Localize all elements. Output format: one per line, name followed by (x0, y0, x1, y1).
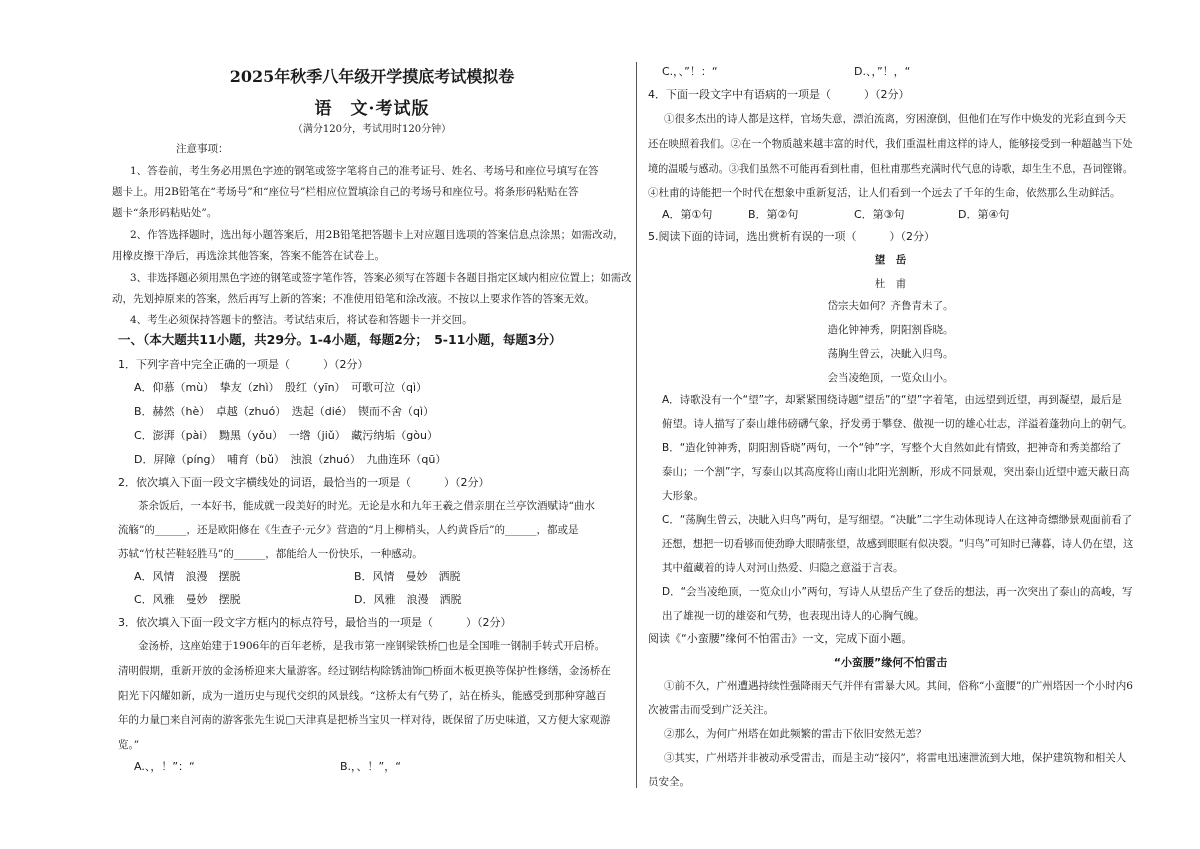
q3-passage-line: 览。” (118, 739, 140, 751)
poem-line: 会当凌绝顶，一览众山小。 (827, 372, 954, 384)
poem-title: 望 岳 (874, 254, 907, 266)
q2-option-c: C．风雅 曼妙 摆脱 (134, 593, 241, 606)
q4-option-c: C．第③句 (854, 208, 905, 221)
q3-passage-line: 清明假期，重新开放的金汤桥迎来大量游客。经过钢结构除锈油饰□桥面木板更换等保护性修缮，金汤桥在 (118, 665, 611, 677)
exam-title: 2025年秋季八年级开学摸底考试模拟卷 (229, 67, 515, 86)
q2-passage-line: 流觞”的______，还是欧阳修在《生查子·元夕》营造的“月上柳梢头，人约黄昏后”的______，都或是 (118, 524, 579, 536)
q4-passage-line: 境的温暖与感动。③我们虽然不可能再看到杜甫，但杜甫那些充满时代气息的诗歌，却生生不息，吾词铿锵。 (648, 163, 1133, 175)
section-heading: 一、（本大题共11小题，共29分。1-4小题，每题2分； 5-11小题，每题3分） (118, 332, 562, 347)
notice-line: 3、非选择题必须用黑色字迹的钢笔或签字笔作答，答案必须写在答题卡各题目指定区域内相应位置上；如需改 (130, 272, 632, 284)
q5-option-c-line: 还想，想把一切看够而使劲睁大眼睛张望，故感到眼眶有似决裂。“归鸟”可知时已薄暮，诗人仍在望，这 (662, 538, 1134, 550)
score-time-note: （满分120分，考试用时120分钟） (292, 124, 452, 135)
column-divider (636, 62, 637, 788)
reading-intro: 阅读《“小蛮腰”缘何不怕雷击》一文，完成下面小题。 (648, 632, 913, 645)
reading-paragraph: 员安全。 (648, 776, 690, 788)
q5-option-c-line: C．“荡胸生曾云，决眦入归鸟”两句，是写细望。“决眦”二字生动体现诗人在这神奇缥缈景观面前看了 (662, 514, 1133, 526)
reading-title: “小蛮腰”缘何不怕雷击 (833, 656, 948, 669)
poem-author: 杜 甫 (874, 278, 907, 290)
q3-option-d: D.、，”！，“ (854, 65, 911, 78)
q2-passage-line: 茶余饭后，一本好书，能成就一段美好的时光。无论是水和九年王羲之借亲朋在兰亭饮酒赋诗“曲水 (138, 500, 595, 512)
q4-passage-line: ④杜甫的诗能把一个时代在想象中重新复活，让人们看到一个远去了千年的生命，依然那么生动鲜活。 (648, 187, 1121, 199)
q3-option-c: C.，、”！：“ (662, 65, 718, 78)
q5-option-b-line: 泰山；一个割”字，写泰山以其高度将山南山北阳光割断，形成不同景观，突出泰山近望中遮天蔽日高 (662, 466, 1130, 478)
q1-option-b: B．赫然（hè） 卓越（zhuó） 迭起（dié） 锲而不舍（qì） (134, 405, 435, 418)
q4-option-b: B．第②句 (748, 208, 799, 221)
q4-passage-line: ①很多杰出的诗人都是这样，官场失意，漂泊流离，穷困潦倒，但他们在写作中焕发的光彩直到今天 (664, 113, 1126, 125)
poem-line: 造化钟神秀，阴阳割昏晓。 (827, 324, 954, 336)
notice-heading: 注意事项： (176, 143, 229, 155)
q5-option-a-line: 俯望。诗人描写了泰山雄伟磅礴气象，抒发勇于攀登、傲视一切的雄心壮志，洋溢着蓬勃向上的朝气。 (662, 418, 1133, 430)
reading-paragraph: ③其实，广州塔并非被动承受雷击，而是主动“接闪”，将雷电迅速泄流到大地，保护建筑物和相关人 (664, 752, 1127, 764)
q2-option-a: A．风情 浪漫 摆脱 (134, 570, 241, 583)
reading-paragraph: 次被雷击而受到广泛关注。 (648, 704, 774, 716)
q3-passage-line: 金汤桥，这座始建于1906年的百年老桥，是我市第一座钢梁铁桥□也是全国唯一钢制手转式开启桥。 (138, 640, 606, 652)
q3-stem: 3．依次填入下面一段文字方框内的标点符号，最恰当的一项是（ ）（2分） (118, 616, 512, 629)
notice-line: 2、作答选择题时，选出每小题答案后，用2B铅笔把答题卡上对应题目选项的答案信息点涂黑；如需改动， (130, 229, 624, 241)
q2-stem: 2．依次填入下面一段文字横线处的词语，最恰当的一项是（ ）（2分） (118, 476, 490, 489)
q2-option-d: D．风雅 浪漫 洒脱 (354, 593, 462, 606)
notice-line: 题卡上。用2B铅笔在“考场号”和“座位号”栏相应位置填涂自己的考场号和座位号。将条形码粘贴在答 (112, 186, 579, 198)
q5-option-c-line: 其中蕴藏着的诗人对河山热爱、归隐之意溢于言表。 (662, 562, 904, 574)
q2-passage-line: 苏轼“竹杖芒鞋轻胜马”的______，都能给人一份快乐，一种感动。 (118, 548, 423, 560)
q5-option-d-line: D．“会当凌绝顶，一览众山小”两句，写诗人从望岳产生了登岳的想法，再一次突出了泰山的高峻，写 (662, 586, 1133, 598)
q4-stem: 4．下面一段文字中有语病的一项是（ ）（2分） (648, 88, 910, 101)
q4-option-d: D．第④句 (958, 208, 1010, 221)
notice-line: 题卡“条形码粘贴处”。 (112, 207, 218, 219)
reading-paragraph: ②那么，为何广州塔在如此频繁的雷击下依旧安然无恙？ (664, 728, 927, 740)
notice-line: 用橡皮擦干净后，再选涂其他答案，答案不能答在试卷上。 (112, 250, 385, 262)
poem-line: 岱宗夫如何？齐鲁青未了。 (827, 300, 954, 312)
q5-option-b-line: B．“造化钟神秀，阴阳割昏晓”两句，一个“钟”字，写整个大自然如此有情致，把神奇和秀美都给了 (662, 442, 1122, 454)
q1-stem: 1．下列字音中完全正确的一项是（ ）（2分） (118, 358, 369, 371)
q1-option-d: D．屏障（píng） 哺育（bǔ） 浊浪（zhuó） 九曲连环（qū） (134, 453, 447, 466)
q5-option-d-line: 出了雄视一切的雄姿和气势，也表现出诗人的心胸气魄。 (662, 610, 925, 622)
q4-option-a: A．第①句 (662, 208, 713, 221)
q3-option-a: A.、，！”：“ (134, 760, 195, 773)
notice-line: 1、答卷前，考生务必用黑色字迹的钢笔或签字笔将自己的准考证号、姓名、考场号和座位号填写在答 (130, 165, 599, 177)
q4-passage-line: 还在映照着我们。②在一个物质越来越丰富的时代，我们重温杜甫这样的诗人，能够接受到一种超越当下处 (648, 138, 1133, 150)
q5-option-b-line: 大形象。 (662, 490, 704, 502)
q3-passage-line: 年的力量□来自河南的游客张先生说□天津真是把桥当宝贝一样对待，既保留了历史味道，又方便大家观游 (118, 714, 611, 726)
exam-subtitle: 语 文·考试版 (314, 99, 430, 119)
q1-option-c: C．澎湃（pài） 黝黑（yǒu） 一绺（jiǔ） 藏污纳垢（gòu） (134, 429, 438, 442)
q2-option-b: B．风情 曼妙 洒脱 (354, 570, 461, 583)
q1-option-a: A．仰慕（mù） 挚友（zhì） 殷红（yīn） 可歌可泣（qì） (134, 381, 428, 394)
reading-paragraph: ①前不久，广州遭遇持续性强降雨天气并伴有雷暴大风。其间，俗称“小蛮腰”的广州塔因一个小时内6 (664, 680, 1133, 692)
q3-passage-line: 阳光下闪耀如新，成为一道历史与现代交织的风景线。“这桥太有气势了，站在桥头，能感受到那种穿越百 (118, 690, 607, 702)
poem-line: 荡胸生曾云，决眦入归鸟。 (827, 348, 954, 360)
q5-option-a-line: A．诗歌没有一个“望”字，却紧紧围绕诗题“望岳”的“望”字着笔，由远望到近望，再到凝望，最后是 (662, 394, 1122, 406)
notice-line: 4、考生必须保持答题卡的整洁。考试结束后，将试卷和答题卡一并交回。 (130, 314, 473, 326)
q3-option-b: B.，、！”，“ (340, 760, 401, 773)
q5-stem: 5.阅读下面的诗词，选出赏析有误的一项（ ）（2分） (648, 230, 935, 243)
notice-line: 动，先划掉原来的答案，然后再写上新的答案；不准使用铅笔和涂改液。不按以上要求作答的答案无效。 (112, 293, 595, 305)
